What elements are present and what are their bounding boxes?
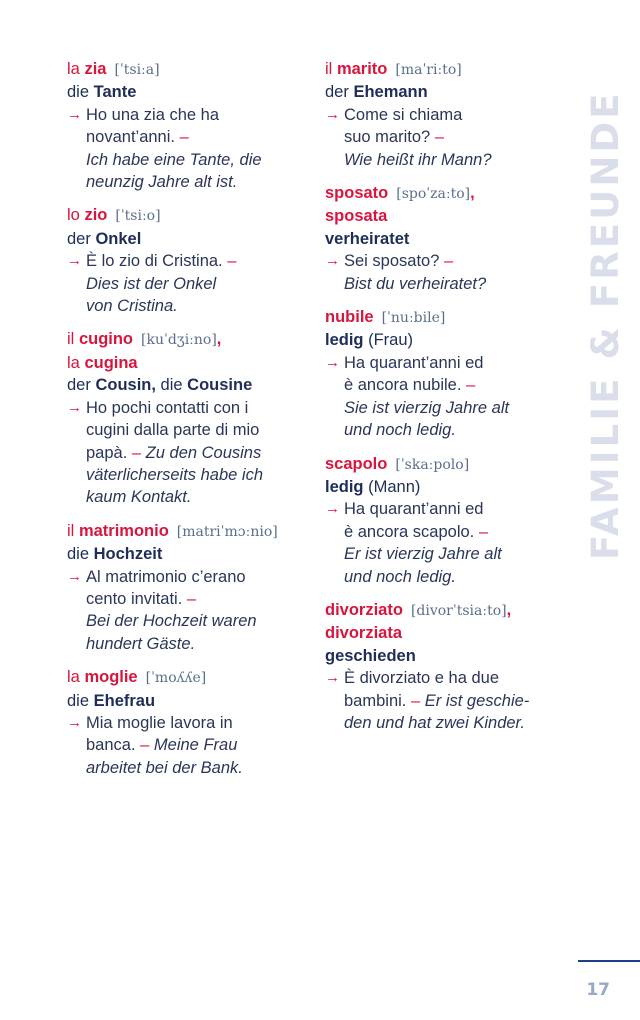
headword: divorziato — [325, 600, 403, 619]
translation-line: hundert Gäste. — [86, 634, 196, 653]
entry-cugino: il cugino [kuˈdʒiːno], la cugina der Cousin, die Cousine → Ho pochi contatti con i cugini dalla parte di mio papà. – Zu den Cousins väterlicherseits habe ich kaum Kontakt. — [67, 328, 299, 508]
translation-word: Hochzeit — [93, 545, 163, 564]
translation-word: ledig — [325, 331, 364, 350]
example-line: Mia moglie lavora in — [86, 713, 233, 732]
translation-line: Er ist geschie- — [424, 691, 530, 710]
translation-word: geschieden — [325, 646, 416, 665]
article-de: die — [67, 691, 90, 710]
entry-nubile — [325, 306, 565, 441]
arrow-icon: → — [67, 713, 82, 731]
article: il — [67, 521, 75, 540]
translation-line: Sie ist vierzig Jahre alt — [344, 398, 510, 417]
headword: moglie — [84, 668, 138, 687]
translation-line: und noch ledig. — [344, 567, 456, 586]
translation-line: Wie heißt ihr Mann? — [344, 150, 492, 169]
footer-rule — [578, 960, 640, 962]
example-line: Come si chiama — [344, 105, 463, 124]
arrow-icon: → — [67, 252, 82, 270]
headword-feminine: cugina — [84, 353, 138, 372]
example-line: è ancora nubile. — [344, 376, 462, 395]
translation-word: verheiratet — [325, 229, 410, 248]
entry-matrimonio — [67, 520, 299, 655]
translation-line: väterlicherseits habe ich — [86, 465, 264, 484]
arrow-icon: → — [325, 669, 340, 687]
phonetic: [ˈtsiːo] — [115, 208, 161, 225]
article-de: die — [67, 545, 90, 564]
translation-line: und noch ledig. — [344, 421, 456, 440]
headword-feminine: sposata — [325, 207, 388, 226]
entry-moglie — [67, 666, 299, 779]
usage-note: (Frau) — [368, 331, 414, 350]
example-line: Ha quarant’anni ed — [344, 353, 484, 372]
translation-line: Er ist vierzig Jahre alt — [344, 545, 502, 564]
example: → Ho una zia che ha novant’anni. – Ich habe eine Tante, die neunzig Jahre alt ist. — [67, 104, 299, 194]
example-line: cugini dalla parte di mio — [86, 421, 260, 440]
entry-sposato: sposato [spoˈzaːto], sposata verheiratet → Sei sposato? – Bist du verheiratet? — [325, 182, 565, 295]
section-title-vertical: FAMILIE & FREUNDE — [584, 90, 627, 560]
translation-line: Dies ist der Onkel — [86, 274, 217, 293]
example: → Ha quarant’anni ed è ancora nubile. – Sie ist vierzig Jahre alt und noch ledig. — [325, 352, 565, 442]
example: → È divorziato e ha due bambini. – Er ist geschie- den und hat zwei Kinder. — [325, 667, 565, 734]
translation-word-feminine: Cousine — [187, 376, 253, 395]
article-de: der — [67, 229, 91, 248]
phonetic: [ˈtsiːa] — [114, 62, 160, 78]
article: lo — [67, 206, 80, 225]
example-line: è ancora scapolo. — [344, 522, 475, 541]
entry-zia — [67, 58, 299, 193]
entry-zio — [67, 204, 299, 317]
phonetic: [kuˈdʒiːno] — [141, 332, 217, 349]
article-de: der — [67, 376, 91, 395]
example-line: Ha quarant’anni ed — [344, 500, 484, 519]
translation-word: ledig — [325, 477, 364, 496]
translation-line: den und hat zwei Kinder. — [344, 713, 526, 732]
headword: scapolo — [325, 454, 388, 473]
example-line: papà. — [86, 443, 128, 462]
left-column — [67, 58, 299, 790]
arrow-icon: → — [325, 353, 340, 371]
arrow-icon: → — [325, 252, 340, 270]
translation-line: Zu den Cousins — [145, 443, 262, 462]
headword: zia — [84, 60, 107, 78]
article-de: der — [325, 83, 349, 102]
headword: matrimonio — [78, 521, 169, 540]
article: la — [67, 60, 80, 78]
arrow-icon: → — [325, 500, 340, 518]
example-line: Ho una zia che ha — [86, 105, 220, 124]
headword-feminine: divorziata — [325, 624, 403, 643]
headword: sposato — [325, 184, 389, 203]
example-line: Al matrimonio c’erano — [86, 567, 246, 586]
translation-line: neunzig Jahre alt ist. — [86, 173, 238, 192]
entry-marito — [325, 58, 565, 171]
phonetic: [matriˈmɔːnio] — [176, 523, 278, 540]
right-column — [325, 58, 565, 745]
translation-line: Meine Frau — [153, 736, 238, 755]
example-line: bambini. — [344, 691, 407, 710]
translation-line: Bist du verheiratet? — [344, 274, 487, 293]
page-number: 17 — [586, 980, 610, 1000]
translation-word: Tante — [93, 83, 137, 102]
phonetic: [ˈskaːpolo] — [395, 456, 470, 473]
translation-line: arbeitet bei der Bank. — [86, 758, 243, 777]
example-line: Sei sposato? — [344, 252, 440, 271]
headword: nubile — [325, 308, 374, 327]
translation-word: Onkel — [95, 229, 142, 248]
usage-note: (Mann) — [368, 477, 421, 496]
example: → Ho pochi contatti con i cugini dalla parte di mio papà. – Zu den Cousins väterlicherseits habe ich kaum Kontakt. — [67, 397, 299, 509]
article: il — [325, 60, 333, 78]
translation-word: Cousin, — [95, 376, 156, 395]
entry-divorziato: divorziato [divorˈtsiaːto], divorziata geschieden → È divorziato e ha due bambini. – Er ist geschie- den und hat zwei Kinder. — [325, 599, 565, 734]
translation-line: von Cristina. — [86, 297, 178, 316]
example: → Come si chiama suo marito? – Wie heißt ihr Mann? — [325, 104, 565, 171]
example-line: È divorziato e ha due — [344, 669, 500, 688]
phonetic: [divorˈtsiaːto] — [410, 602, 507, 619]
example-line: banca. — [86, 736, 136, 755]
translation-line: Ich habe eine Tante, die — [86, 150, 262, 169]
phonetic: [spoˈzaːto] — [396, 186, 471, 203]
translation-line: Bei der Hochzeit waren — [86, 612, 257, 631]
translation-word: Ehemann — [353, 83, 428, 102]
example-line: cento invitati. — [86, 589, 183, 608]
translation-line: kaum Kontakt. — [86, 488, 192, 507]
arrow-icon: → — [325, 105, 340, 123]
example-line: novant’anni. — [86, 128, 175, 147]
article: il — [67, 330, 75, 349]
article: la — [67, 353, 80, 372]
arrow-icon: → — [67, 105, 82, 123]
arrow-icon: → — [67, 567, 82, 585]
arrow-icon: → — [67, 398, 82, 416]
example-line: suo marito? — [344, 128, 431, 147]
example: → Sei sposato? – Bist du verheiratet? — [325, 250, 565, 295]
entry-scapolo — [325, 453, 565, 588]
article-de: die — [160, 376, 183, 395]
phonetic: [ˈnuːbile] — [381, 310, 446, 327]
example: → Mia moglie lavora in banca. – Meine Frau arbeitet bei der Bank. — [67, 712, 299, 779]
example: → Ha quarant’anni ed è ancora scapolo. – Er ist vierzig Jahre alt und noch ledig. — [325, 498, 565, 588]
headword: zio — [84, 206, 108, 225]
example-line: È lo zio di Cristina. — [86, 252, 223, 271]
example-line: Ho pochi contatti con i — [86, 398, 249, 417]
example: → È lo zio di Cristina. – Dies ist der Onkel von Cristina. — [67, 250, 299, 317]
headword: cugino — [78, 330, 134, 349]
example: → Al matrimonio c’erano cento invitati. – Bei der Hochzeit waren hundert Gäste. — [67, 566, 299, 656]
phonetic: [ˈmoʎʎe] — [145, 670, 207, 687]
article-de: die — [67, 83, 90, 102]
translation-word: Ehefrau — [93, 691, 156, 710]
headword: marito — [336, 60, 388, 78]
phonetic: [maˈriːto] — [395, 62, 462, 78]
article: la — [67, 668, 80, 687]
